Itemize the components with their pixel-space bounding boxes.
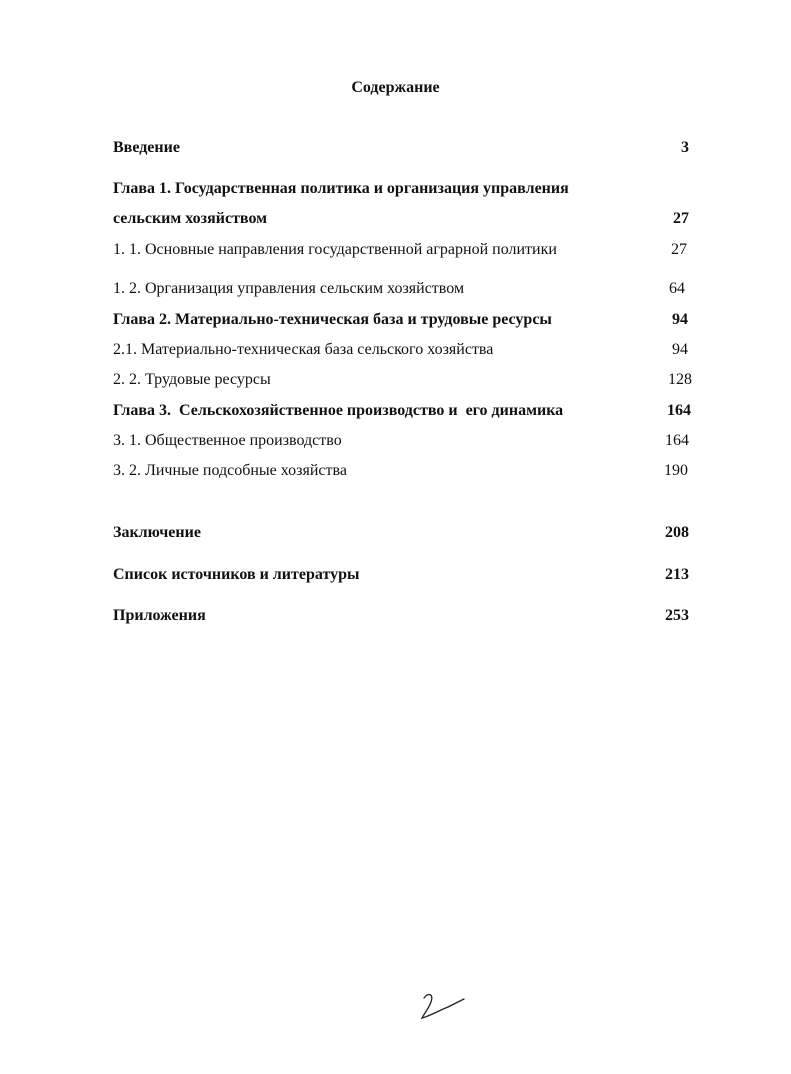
toc-entry-label: Глава 1. Государственная политика и организация управления — [113, 180, 569, 197]
toc-entry-label: 1. 1. Основные направления государственной аграрной политики — [113, 241, 557, 258]
toc-entry-label: Приложения — [113, 607, 206, 624]
page-title: Содержание — [351, 79, 440, 96]
toc-entry-label: 3. 2. Личные подсобные хозяйства — [113, 462, 347, 479]
toc-entry-label: Глава 2. Материально-техническая база и трудовые ресурсы — [113, 311, 552, 328]
toc-entry-page: 213 — [665, 566, 689, 583]
toc-entry-page: 164 — [665, 432, 689, 449]
toc-entry-page: 128 — [668, 371, 692, 388]
toc-entry-label: 3. 1. Общественное производство — [113, 432, 342, 449]
toc-entry-page: 27 — [671, 241, 687, 258]
toc-entry-label: 1. 2. Организация управления сельским хозяйством — [113, 280, 465, 297]
handwritten-page-number — [418, 990, 468, 1024]
toc-entry-label: Глава 3. Сельскохозяйственное производство и его динамика — [113, 402, 564, 419]
toc-entry-label: 2.1. Материально-техническая база сельского хозяйства — [113, 341, 494, 358]
toc-entry-label: Введение — [113, 139, 180, 156]
toc-entry-label: Заключение — [113, 524, 201, 541]
toc-entry-page: 94 — [672, 311, 688, 328]
toc-entry-page: 253 — [665, 607, 689, 624]
toc-entry-page: 94 — [672, 341, 688, 358]
toc-entry-page: 190 — [664, 462, 688, 479]
toc-entry-page: 164 — [667, 402, 691, 419]
toc-entry-page: 64 — [669, 280, 685, 297]
toc-entry-page: 3 — [681, 139, 689, 156]
toc-entry-page: 208 — [665, 524, 689, 541]
toc-entry-page: 27 — [673, 210, 689, 227]
toc-entry-label: Список источников и литературы — [113, 566, 360, 583]
toc-entry-label: 2. 2. Трудовые ресурсы — [113, 371, 271, 388]
toc-entry-label-cont: сельским хозяйством — [113, 210, 268, 227]
